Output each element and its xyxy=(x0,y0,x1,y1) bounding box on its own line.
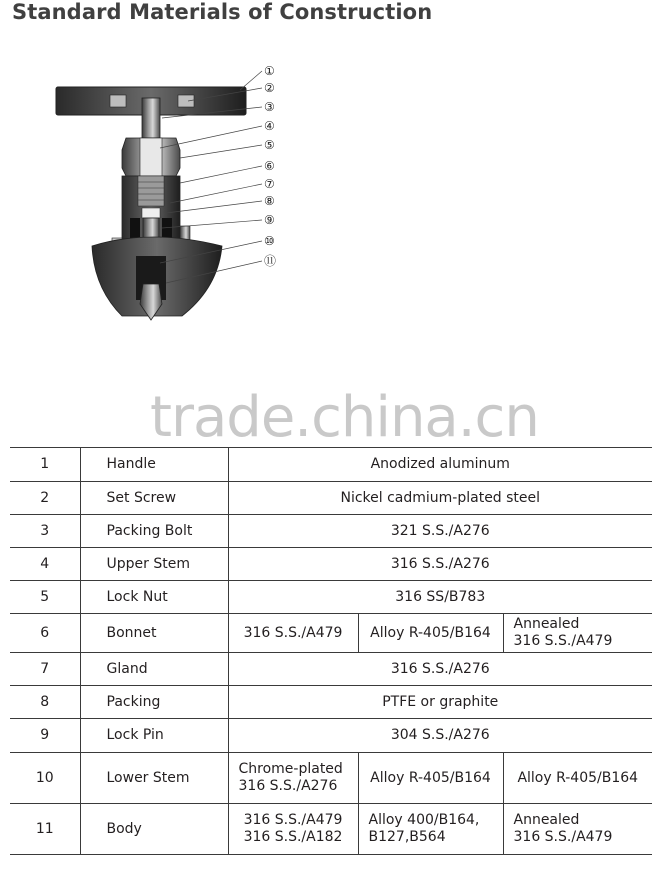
row-number: 10 xyxy=(10,753,80,804)
material: 304 S.S./A276 xyxy=(228,719,652,753)
callout-8: ⑧ xyxy=(264,194,275,208)
row-number: 4 xyxy=(10,548,80,581)
valve-cross-section-diagram xyxy=(50,58,290,328)
part-name: Packing xyxy=(80,686,228,719)
material: Nickel cadmium-plated steel xyxy=(228,482,652,515)
part-name: Lock Nut xyxy=(80,581,228,614)
table-row xyxy=(10,548,652,581)
material-option: Annealed 316 S.S./A479 xyxy=(503,804,652,855)
table-row xyxy=(10,686,652,719)
row-number: 11 xyxy=(10,804,80,855)
part-name: Bonnet xyxy=(80,614,228,653)
material: 316 SS/B783 xyxy=(228,581,652,614)
table-row xyxy=(10,614,652,653)
table-row xyxy=(10,753,652,804)
callout-10: ⑩ xyxy=(264,234,275,248)
material: PTFE or graphite xyxy=(228,686,652,719)
row-number: 6 xyxy=(10,614,80,653)
row-number: 8 xyxy=(10,686,80,719)
part-name: Set Screw xyxy=(80,482,228,515)
callout-1: ① xyxy=(264,64,275,78)
row-number: 1 xyxy=(10,448,80,482)
table-row xyxy=(10,515,652,548)
material-option: Annealed 316 S.S./A479 xyxy=(503,614,652,653)
callout-9: ⑨ xyxy=(264,213,275,227)
table-row xyxy=(10,482,652,515)
row-number: 3 xyxy=(10,515,80,548)
callout-4: ④ xyxy=(264,119,275,133)
table-row xyxy=(10,804,652,855)
material: Anodized aluminum xyxy=(228,448,652,482)
page-title: Standard Materials of Construction xyxy=(12,0,433,24)
material: 316 S.S./A276 xyxy=(228,653,652,686)
material: 316 S.S./A276 xyxy=(228,548,652,581)
materials-table xyxy=(10,447,652,855)
row-number: 2 xyxy=(10,482,80,515)
table-row xyxy=(10,581,652,614)
table-row xyxy=(10,653,652,686)
material-option: 316 S.S./A479 316 S.S./A182 xyxy=(228,804,358,855)
callout-11: ⑪ xyxy=(264,254,277,268)
callout-6: ⑥ xyxy=(264,159,275,173)
table-row xyxy=(10,719,652,753)
material-option: Alloy 400/B164, B127,B564 xyxy=(358,804,503,855)
part-name: Handle xyxy=(80,448,228,482)
callout-2: ② xyxy=(264,81,275,95)
upper-stem xyxy=(142,98,160,138)
part-name: Upper Stem xyxy=(80,548,228,581)
watermark: trade.china.cn xyxy=(150,385,539,450)
callout-5: ⑤ xyxy=(264,138,275,152)
material-option: 316 S.S./A479 xyxy=(228,614,358,653)
row-number: 5 xyxy=(10,581,80,614)
part-name: Body xyxy=(80,804,228,855)
material-option: Alloy R-405/B164 xyxy=(358,614,503,653)
material: 321 S.S./A276 xyxy=(228,515,652,548)
row-number: 7 xyxy=(10,653,80,686)
table-row xyxy=(10,448,652,482)
part-name: Lower Stem xyxy=(80,753,228,804)
material-option: Alloy R-405/B164 xyxy=(358,753,503,804)
material-option: Chrome-plated 316 S.S./A276 xyxy=(228,753,358,804)
row-number: 9 xyxy=(10,719,80,753)
material-option: Alloy R-405/B164 xyxy=(503,753,652,804)
part-name: Gland xyxy=(80,653,228,686)
callout-3: ③ xyxy=(264,100,275,114)
part-name: Lock Pin xyxy=(80,719,228,753)
part-name: Packing Bolt xyxy=(80,515,228,548)
callout-7: ⑦ xyxy=(264,177,275,191)
